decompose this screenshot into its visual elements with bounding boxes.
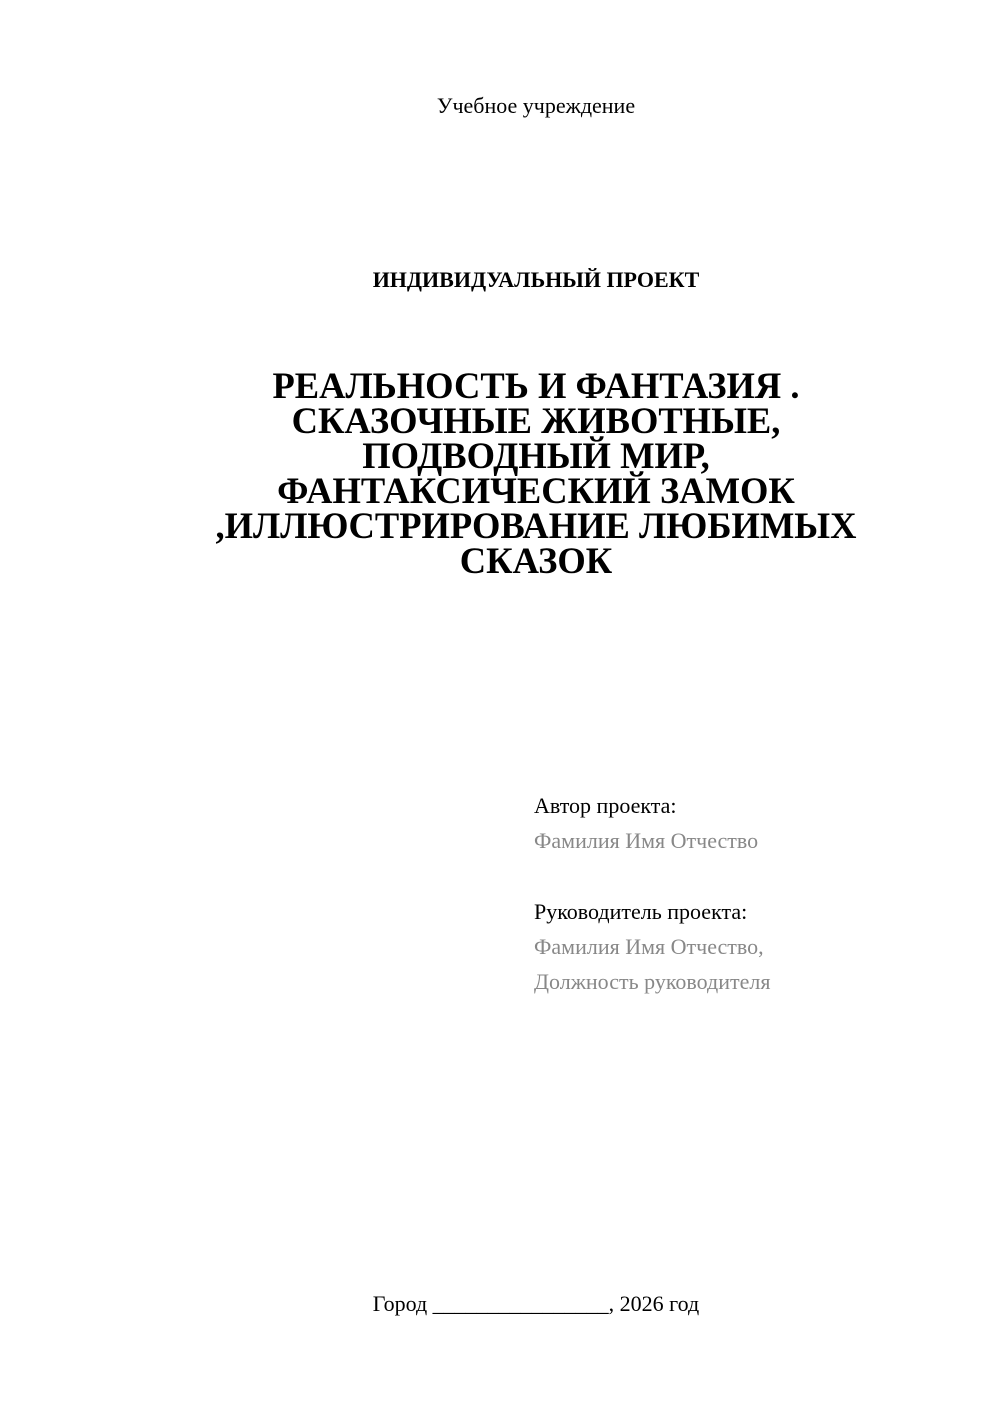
credits-spacer bbox=[534, 858, 974, 894]
project-title-line: СКАЗОЧНЫЕ ЖИВОТНЫЕ, bbox=[291, 400, 781, 441]
project-title-line: ,ИЛЛЮСТРИРОВАНИЕ ЛЮБИМЫХ bbox=[215, 505, 857, 546]
credits-block bbox=[534, 788, 974, 999]
supervisor-label: Руководитель проекта: bbox=[534, 899, 748, 924]
project-title-line: ПОДВОДНЫЙ МИР, bbox=[362, 435, 710, 476]
city-year-line: Город ________________, 2026 год bbox=[372, 1291, 700, 1316]
author-name-placeholder: Фамилия Имя Отчество bbox=[534, 828, 759, 853]
supervisor-name-placeholder: Фамилия Имя Отчество, bbox=[534, 934, 764, 959]
project-type-heading: ИНДИВИДУАЛЬНЫЙ ПРОЕКТ bbox=[372, 267, 700, 292]
project-title-line: РЕАЛЬНОСТЬ И ФАНТАЗИЯ . bbox=[272, 365, 800, 406]
project-title-line: ФАНТАКСИЧЕСКИЙ ЗАМОК bbox=[277, 470, 795, 511]
supervisor-position-placeholder: Должность руководителя bbox=[534, 969, 771, 994]
project-title-line: СКАЗОК bbox=[459, 540, 613, 581]
institution-name: Учебное учреждение bbox=[436, 93, 636, 118]
author-label: Автор проекта: bbox=[534, 793, 677, 818]
project-title bbox=[180, 365, 892, 581]
